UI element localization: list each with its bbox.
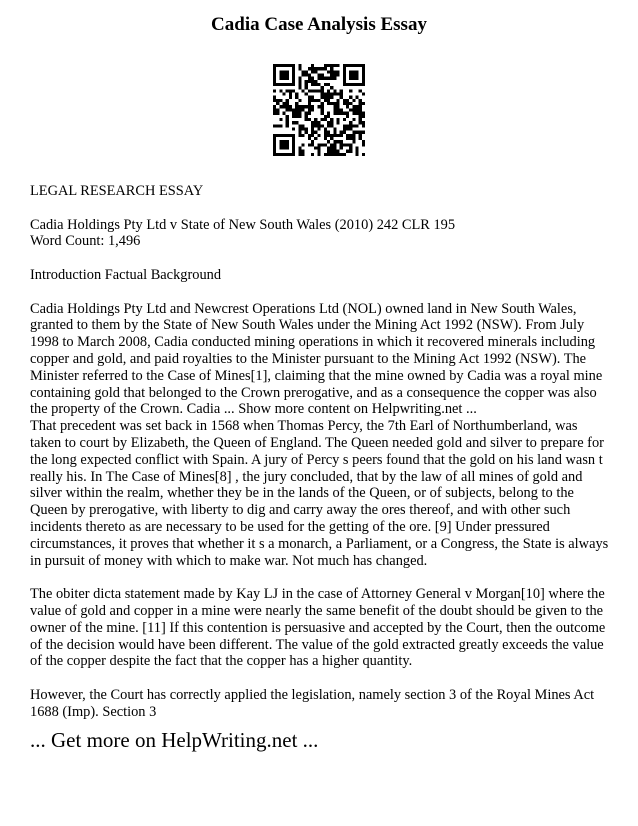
essay-body	[30, 183, 612, 737]
essay-heading: LEGAL RESEARCH ESSAY	[30, 183, 204, 199]
paragraph: That precedent was set back in 1568 when Thomas Percy, the 7th Earl of Northumberland, was taken to court by Elizabeth, the Queen of England. The Queen needed gold and silver to prepare for the long expected conflict with Spain. A jury of Percy s peers found that the gold on his land wasn t really his. In The Case of Mines[8] , the jury concluded, that by the law of all mines of gold and silver within the realm, whether they be in the lands of the Queen, or of subjects, belong to the Queen by prerogative, with liberty to dig and carry away the ores thereof, and with other such incidents thereto as are necessary to be used for the getting of the ore. [9] Under pressured circumstances, it proves that whether it s a monarch, a Parliament, or a Congress, the State is always in pursuit of money with which to make war. Not much has changed.	[30, 418, 609, 569]
paragraph: However, the Court has correctly applied the legislation, namely section 3 of the Royal Mines Act 1688 (Imp). Section 3	[30, 686, 595, 720]
paragraph: The obiter dicta statement made by Kay LJ in the case of Attorney General v Morgan[10] where the value of gold and copper in a mine were nearly the same benefit of the doubt should be given to the owner of the mine. [11] If this contention is persuasive and accepted by the Court, then the outcome of the decision would have been different. The value of the gold extracted greatly exceeds the value of the copper despite the fact that the copper has a higher quantity.	[30, 586, 606, 670]
document-title: Cadia Case Analysis Essay	[211, 14, 427, 35]
word-count: Word Count: 1,496	[30, 233, 141, 250]
qr-code	[273, 64, 365, 156]
paragraph: Cadia Holdings Pty Ltd and Newcrest Operations Ltd (NOL) owned land in New South Wales, granted to them by the State of New South Wales under the Mining Act 1992 (NSW). From July 1998 to March 2008, Cadia conducted mining operations in which it recovered minerals including copper and gold, and paid royalties to the Minister pursuant to the Mining Act 1992 (NSW). The Minister referred to the Case of Mines[1], claiming that the mine owned by Cadia was a royal mine containing gold that belonged to the Crown prerogative, and as a consequence the copper was also the property of the Crown. Cadia ... Show more content on Helpwriting.net ...	[30, 300, 603, 418]
section-heading: Introduction Factual Background	[30, 266, 222, 283]
case-citation: Cadia Holdings Pty Ltd v State of New South Wales (2010) 242 CLR 195	[30, 216, 456, 233]
get-more-link[interactable]: ... Get more on HelpWriting.net ...	[30, 728, 319, 752]
